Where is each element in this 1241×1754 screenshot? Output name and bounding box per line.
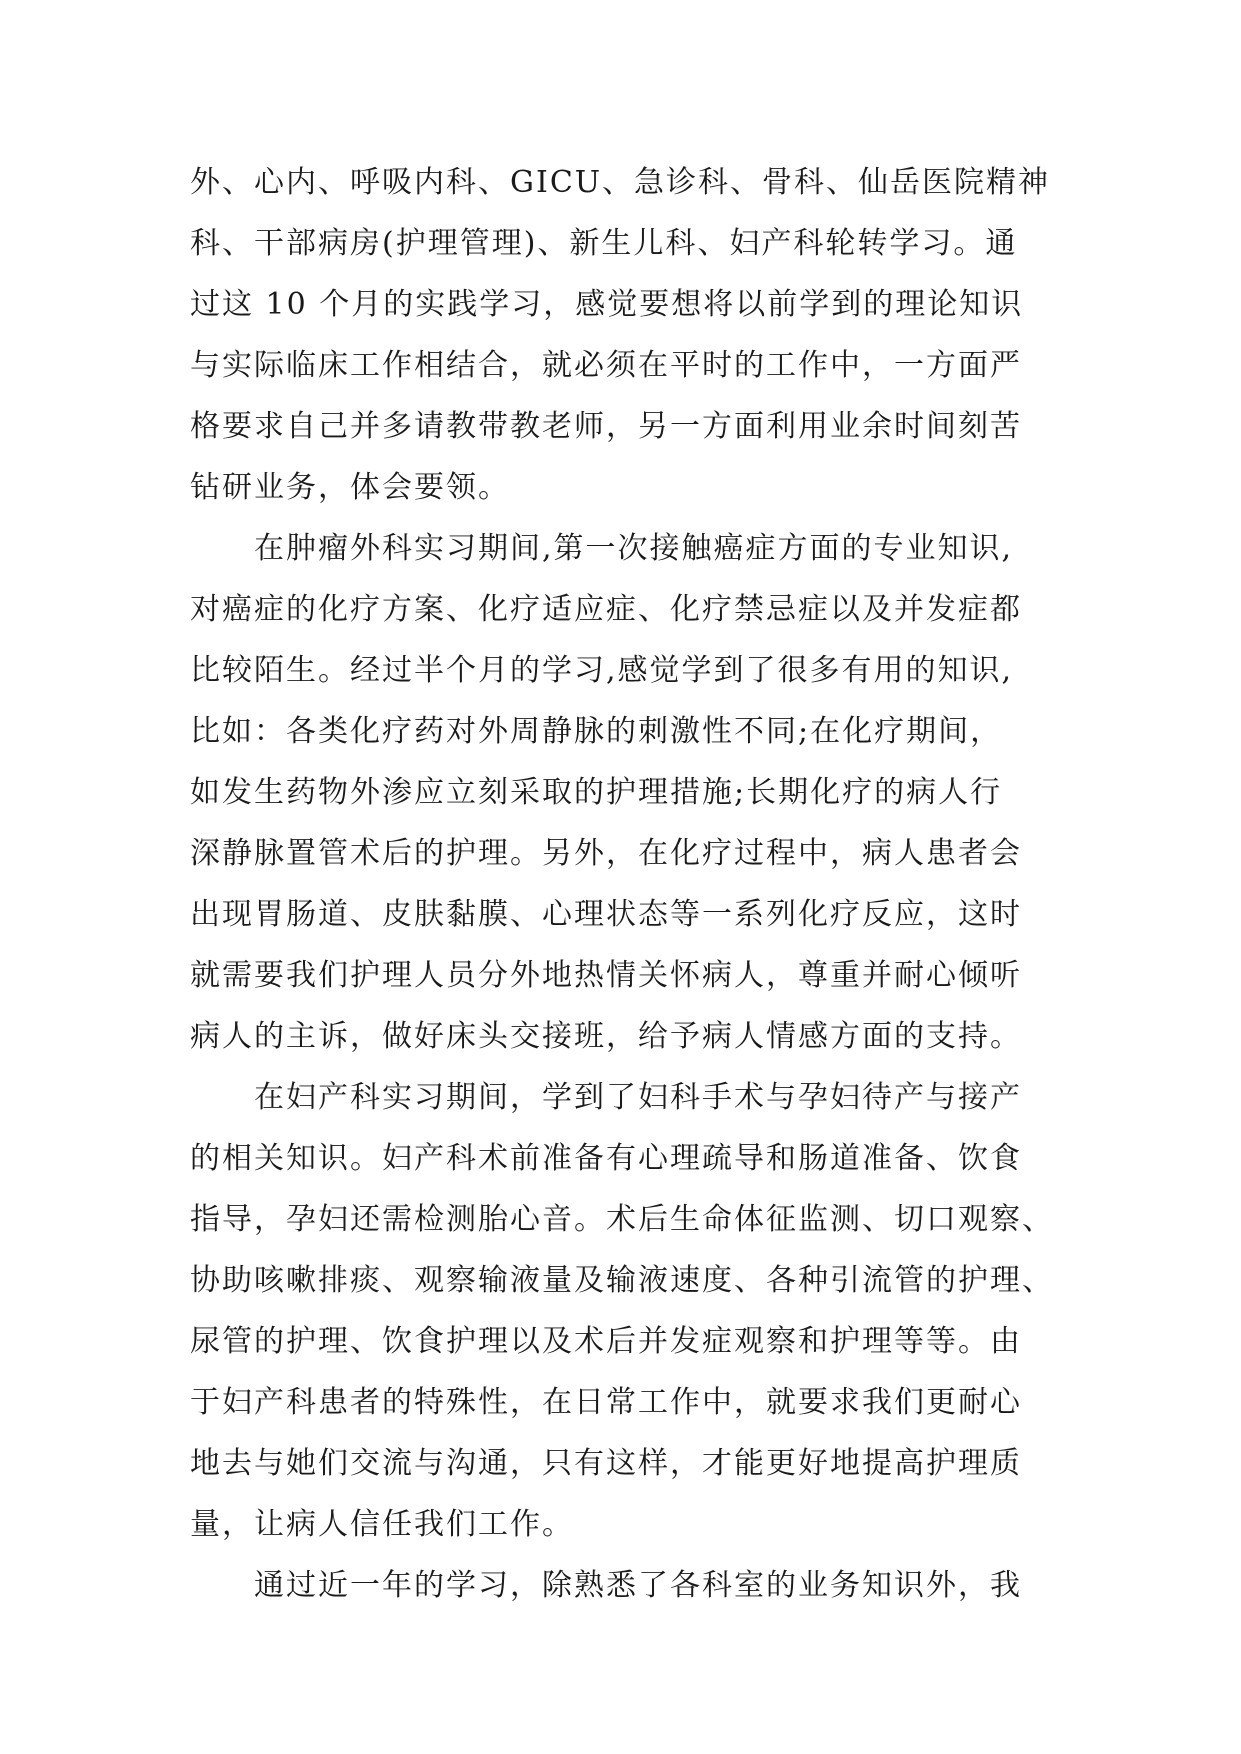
text-line: 对癌症的化疗方案、化疗适应症、化疗禁忌症以及并发症都 (190, 592, 1022, 627)
text-line: 出现胃肠道、皮肤黏膜、心理状态等一系列化疗反应，这时 (190, 897, 1022, 932)
text-line: 地去与她们交流与沟通，只有这样，才能更好地提高护理质 (190, 1446, 1022, 1481)
text-line: 尿管的护理、饮食护理以及术后并发症观察和护理等等。由 (190, 1324, 1022, 1359)
paragraph-first-line: 在肿瘤外科实习期间,第一次接触癌症方面的专业知识, (254, 531, 1014, 566)
text-line: 格要求自己并多请教带教老师，另一方面利用业余时间刻苦 (190, 409, 1022, 444)
text-line: 钻研业务，体会要领。 (190, 470, 510, 505)
text-line: 就需要我们护理人员分外地热情关怀病人，尊重并耐心倾听 (190, 958, 1022, 993)
text-line: 外、心内、呼吸内科、GICU、急诊科、骨科、仙岳医院精神 (190, 165, 1051, 200)
text-line: 于妇产科患者的特殊性，在日常工作中，就要求我们更耐心 (190, 1385, 1022, 1420)
text-line: 比较陌生。经过半个月的学习,感觉学到了很多有用的知识, (190, 653, 1014, 688)
paragraph-first-line: 通过近一年的学习，除熟悉了各科室的业务知识外，我 (254, 1568, 1022, 1603)
text-line: 科、干部病房(护理管理)、新生儿科、妇产科轮转学习。通 (190, 226, 1018, 261)
text-line: 比如：各类化疗药对外周静脉的刺激性不同;在化疗期间， (190, 714, 1003, 749)
text-line: 过这 10 个月的实践学习，感觉要想将以前学到的理论知识 (190, 287, 1024, 322)
text-line: 与实际临床工作相结合，就必须在平时的工作中，一方面严 (190, 348, 1022, 383)
text-line: 协助咳嗽排痰、观察输液量及输液速度、各种引流管的护理、 (190, 1263, 1054, 1298)
text-line: 指导，孕妇还需检测胎心音。术后生命体征监测、切口观察、 (190, 1202, 1054, 1237)
paragraph-first-line: 在妇产科实习期间，学到了妇科手术与孕妇待产与接产 (254, 1080, 1022, 1115)
text-line: 如发生药物外渗应立刻采取的护理措施;长期化疗的病人行 (190, 775, 1003, 810)
text-line: 深静脉置管术后的护理。另外，在化疗过程中，病人患者会 (190, 836, 1022, 871)
text-line: 量，让病人信任我们工作。 (190, 1507, 574, 1542)
text-line: 病人的主诉，做好床头交接班，给予病人情感方面的支持。 (190, 1019, 1022, 1054)
text-line: 的相关知识。妇产科术前准备有心理疏导和肠道准备、饮食 (190, 1141, 1022, 1176)
